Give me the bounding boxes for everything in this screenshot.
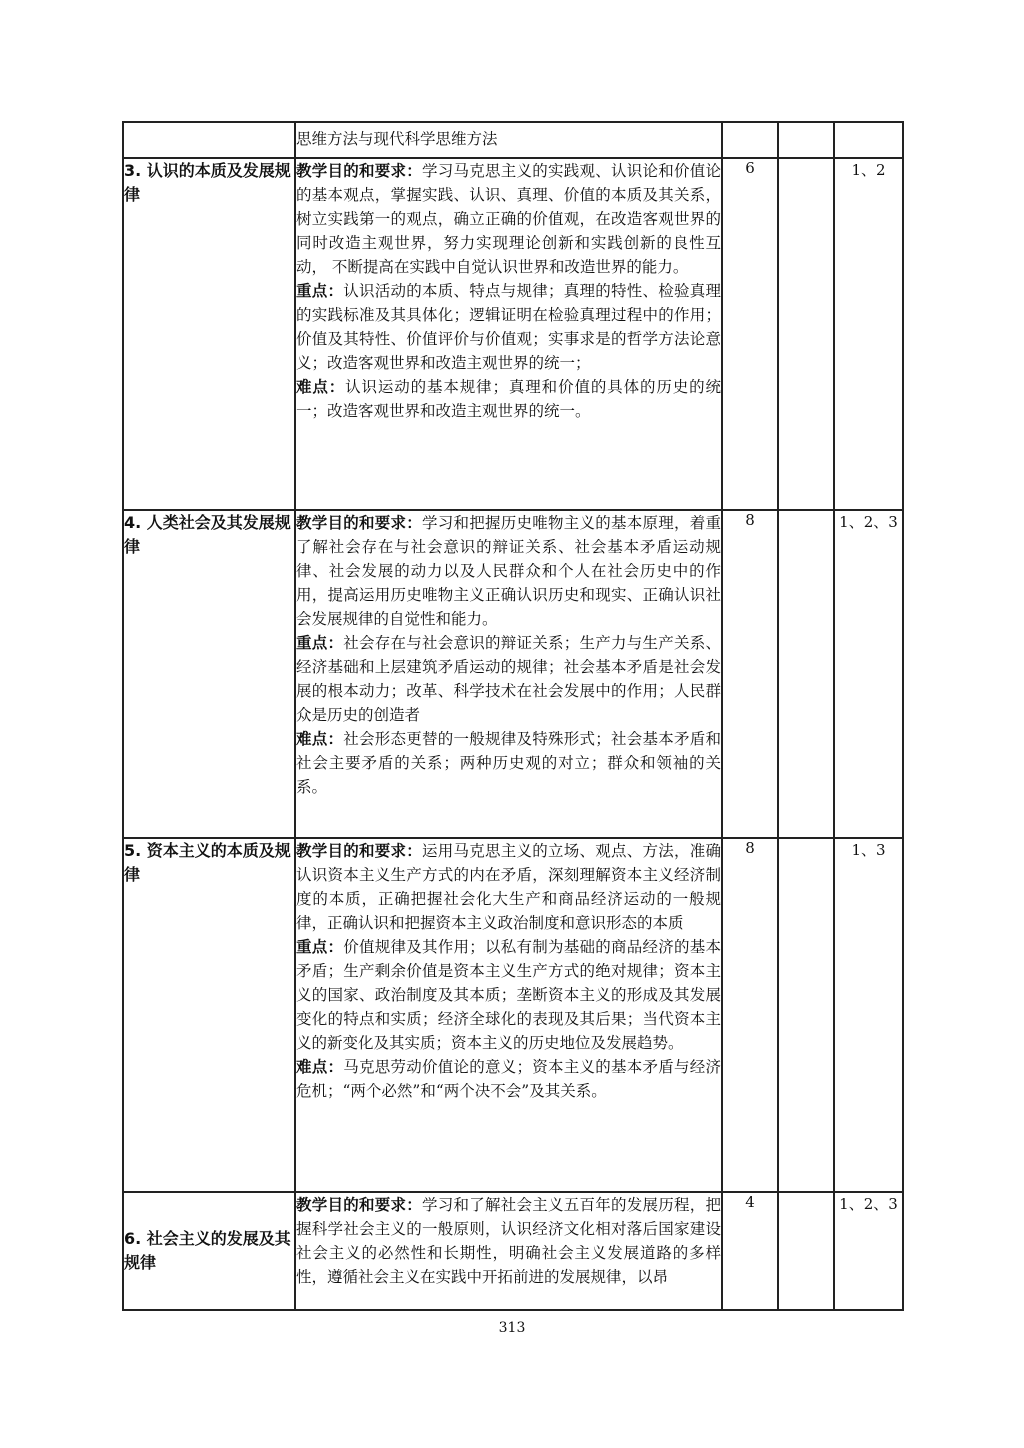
topic-cell <box>123 122 295 158</box>
topic-cell: 3. 认识的本质及发展规律 <box>123 158 295 510</box>
hours-cell: 8 <box>722 838 778 1192</box>
aims-paragraph <box>296 159 721 279</box>
difficulty-paragraph <box>296 375 721 423</box>
extra-cell <box>778 158 834 510</box>
key-paragraph <box>296 631 721 727</box>
extra-cell <box>778 122 834 158</box>
hours-cell: 4 <box>722 1192 778 1310</box>
content-cell <box>295 510 722 838</box>
extra-cell <box>778 838 834 1192</box>
table-row <box>123 122 903 158</box>
key-text: 认识活动的本质、特点与规律；真理的特性、检验真理的实践标准及其具体化；逻辑证明在检验真理过程中的作用；价值及其特性、价值评价与价值观；实事求是的哲学方法论意义；改造客观世界和改造主观世界的统一； <box>296 282 721 372</box>
difficulty-paragraph <box>296 727 721 799</box>
content-cell <box>295 838 722 1192</box>
extra-cell <box>778 510 834 838</box>
aims-label: 教学目的和要求： <box>296 842 422 860</box>
difficulty-text: 认识运动的基本规律；真理和价值的具体的历史的统一；改造客观世界和改造主观世界的统一。 <box>296 378 721 420</box>
difficulty-paragraph <box>296 1055 721 1103</box>
objectives-cell <box>834 122 903 158</box>
content-cell <box>295 158 722 510</box>
continuation-text: 思维方法与现代科学思维方法 <box>296 130 498 148</box>
aims-text: 学习和了解社会主义五百年的发展历程，把握科学社会主义的一般原则，认识经济文化相对落后国家建设社会主义的必然性和长期性，明确社会主义发展道路的多样性，遵循社会主义在实践中开拓前进的发展规律，以昂 <box>296 1196 721 1286</box>
aims-text: 学习和把握历史唯物主义的基本原理，着重了解社会存在与社会意识的辩证关系、社会基本矛盾运动规律、社会发展的动力以及人民群众和个人在社会历史中的作用，提高运用历史唯物主义正确认识历史和现实、正确认识社会发展规律的自觉性和能力。 <box>296 514 721 628</box>
objectives-cell: 1、2、3 <box>834 1192 903 1310</box>
table-row <box>123 158 903 510</box>
extra-cell <box>778 1192 834 1310</box>
content-cell <box>295 122 722 158</box>
key-paragraph <box>296 935 721 1055</box>
aims-label: 教学目的和要求： <box>296 1196 422 1214</box>
aims-paragraph <box>296 1193 721 1289</box>
objectives-cell: 1、2 <box>834 158 903 510</box>
hours-cell: 8 <box>722 510 778 838</box>
table-row <box>123 838 903 1192</box>
aims-text: 学习马克思主义的实践观、认识论和价值论的基本观点，掌握实践、认识、真理、价值的本质及其关系，树立实践第一的观点，确立正确的价值观，在改造客观世界的同时改造主观世界，努力实现理论创新和实践创新的良性互动， 不断提高在实践中自觉认识世界和改造世界的能力。 <box>296 162 721 276</box>
topic-cell: 4. 人类社会及其发展规律 <box>123 510 295 838</box>
aims-label: 教学目的和要求： <box>296 162 422 180</box>
difficulty-text: 社会形态更替的一般规律及特殊形式；社会基本矛盾和社会主要矛盾的关系；两种历史观的对立；群众和领袖的关系。 <box>296 730 721 796</box>
topic-cell: 5. 资本主义的本质及规律 <box>123 838 295 1192</box>
objectives-cell: 1、2、3 <box>834 510 903 838</box>
table-row <box>123 510 903 838</box>
key-label: 重点： <box>296 634 344 652</box>
difficulty-label: 难点： <box>296 1058 344 1076</box>
key-text: 价值规律及其作用；以私有制为基础的商品经济的基本矛盾；生产剩余价值是资本主义生产方式的绝对规律；资本主义的国家、政治制度及其本质；垄断资本主义的形成及其发展变化的特点和实质；经济全球化的表现及其后果；当代资本主义的新变化及其实质；资本主义的历史地位及发展趋势。 <box>296 938 721 1052</box>
aims-paragraph <box>296 511 721 631</box>
syllabus-table <box>122 121 904 1311</box>
difficulty-text: 马克思劳动价值论的意义；资本主义的基本矛盾与经济危机；“两个必然”和“两个决不会”及其关系。 <box>296 1058 721 1100</box>
page-number: 313 <box>498 1320 526 1336</box>
key-label: 重点： <box>296 938 344 956</box>
key-label: 重点： <box>296 282 344 300</box>
topic-cell: 6. 社会主义的发展及其规律 <box>123 1192 295 1310</box>
table-row <box>123 1192 903 1310</box>
difficulty-label: 难点： <box>296 378 346 396</box>
key-text: 社会存在与社会意识的辩证关系；生产力与生产关系、经济基础和上层建筑矛盾运动的规律；社会基本矛盾是社会发展的根本动力；改革、科学技术在社会发展中的作用；人民群众是历史的创造者 <box>296 634 721 724</box>
hours-cell: 6 <box>722 158 778 510</box>
content-cell <box>295 1192 722 1310</box>
key-paragraph <box>296 279 721 375</box>
hours-cell <box>722 122 778 158</box>
aims-text: 运用马克思主义的立场、观点、方法，准确认识资本主义生产方式的内在矛盾，深刻理解资本主义经济制度的本质，正确把握社会化大生产和商品经济运动的一般规律，正确认识和把握资本主义政治制度和意识形态的本质 <box>296 842 721 932</box>
aims-paragraph <box>296 839 721 935</box>
difficulty-label: 难点： <box>296 730 344 748</box>
aims-label: 教学目的和要求： <box>296 514 422 532</box>
objectives-cell: 1、3 <box>834 838 903 1192</box>
